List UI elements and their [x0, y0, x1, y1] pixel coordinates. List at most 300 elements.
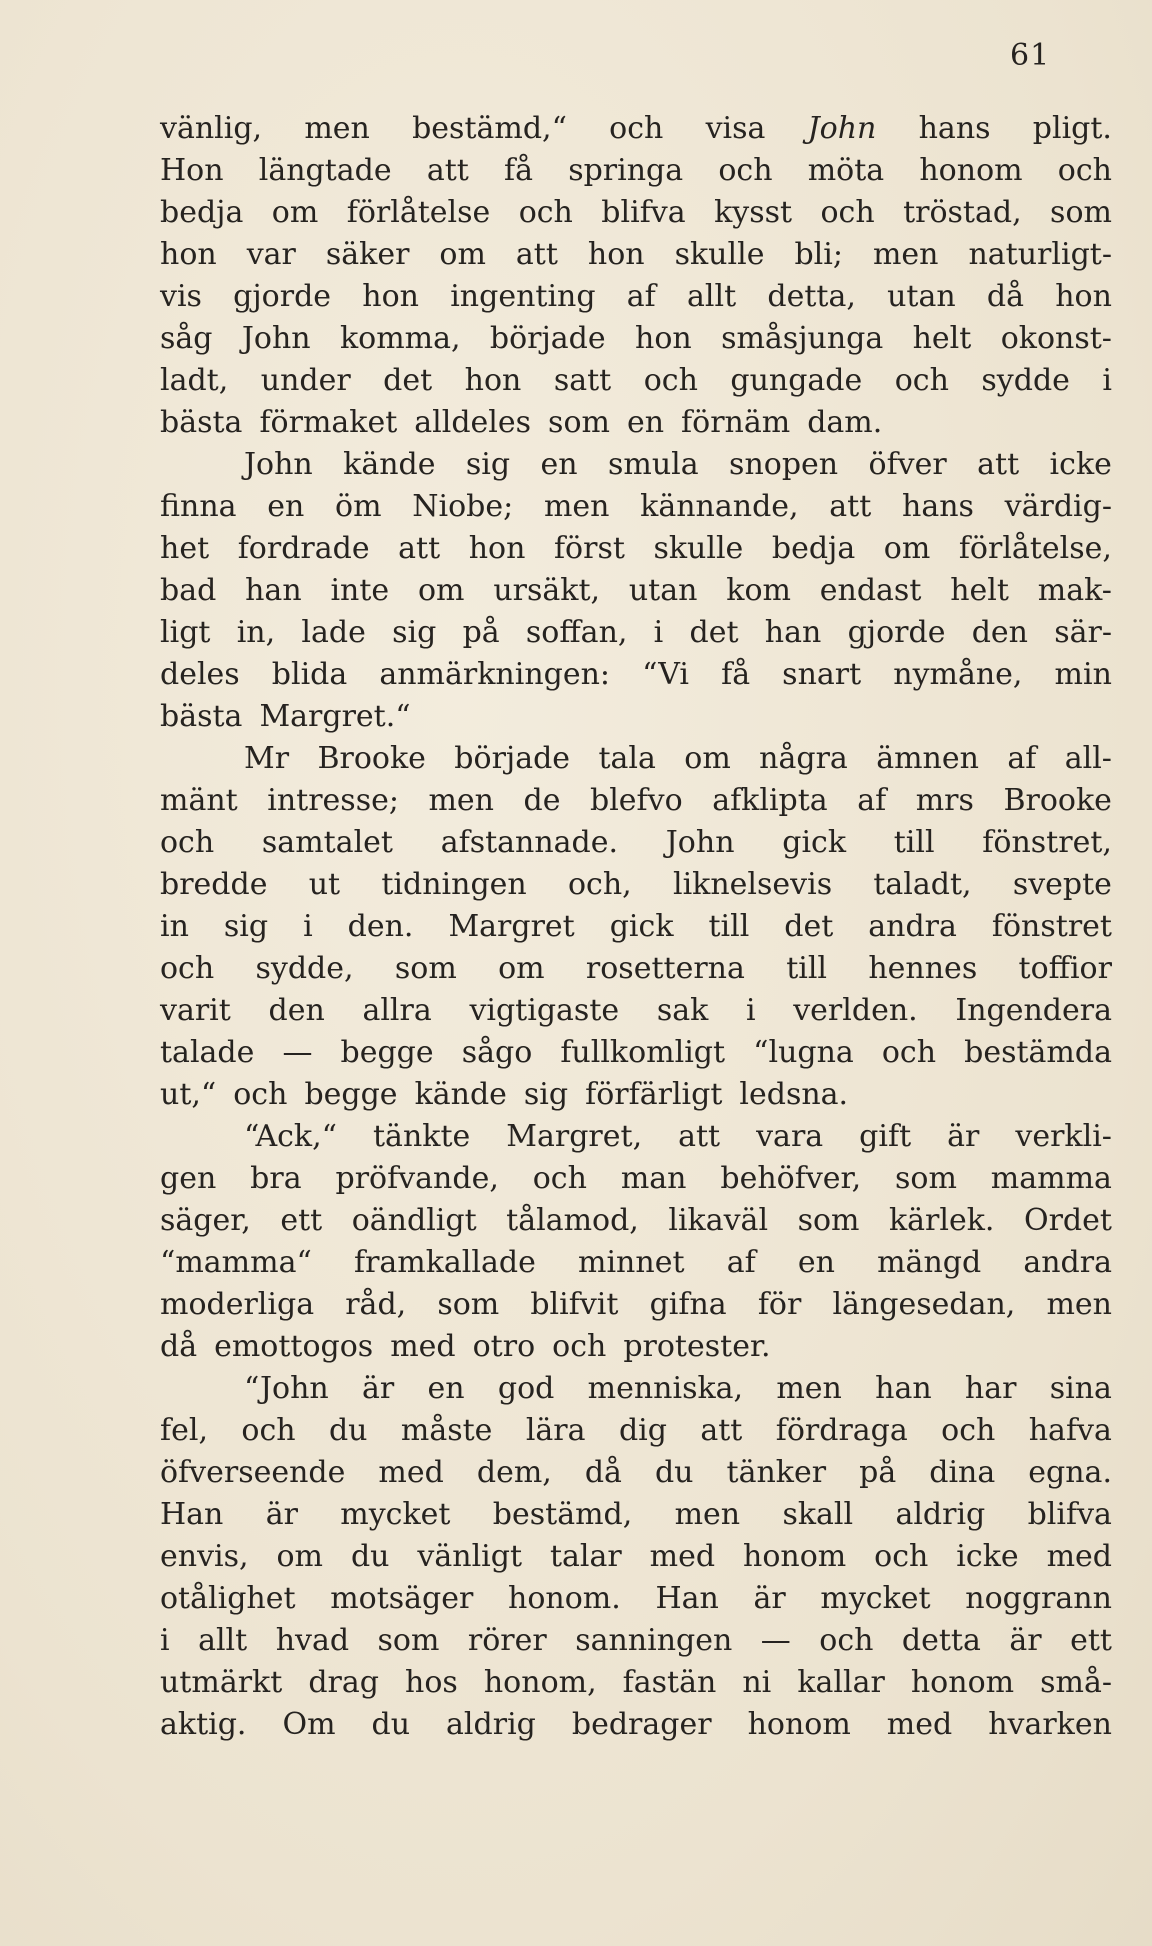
word: moderliga: [160, 1287, 315, 1322]
text-line: [160, 906, 1112, 948]
text-line: [160, 234, 1112, 276]
word: och: [874, 1539, 929, 1574]
word: otålighet: [160, 1581, 296, 1616]
word: finna: [160, 489, 237, 524]
word: om: [439, 237, 486, 272]
word: verkli-: [1015, 1119, 1112, 1154]
text-line: [160, 1578, 1112, 1620]
text-line: [160, 1452, 1112, 1494]
text-line: [160, 1158, 1112, 1200]
text-line: [160, 1494, 1112, 1536]
word: Han: [160, 1497, 224, 1532]
word: och: [518, 195, 573, 230]
word: bestämd,“: [412, 111, 567, 146]
word: deles: [160, 657, 240, 692]
text-line: [160, 108, 1112, 150]
word: otro: [472, 1329, 536, 1364]
word: andra: [1023, 1245, 1112, 1280]
word: ett: [1070, 1623, 1112, 1658]
word: men: [543, 489, 610, 524]
word: och: [820, 195, 875, 230]
word: icke: [956, 1539, 1019, 1574]
word: blefvo: [590, 783, 683, 818]
word: om: [883, 531, 931, 566]
word: är: [265, 1497, 298, 1532]
word: du: [371, 1707, 411, 1742]
word: bredde: [160, 867, 268, 902]
word: att: [678, 1119, 721, 1154]
word: icke: [1049, 447, 1112, 482]
word: mycket: [820, 1581, 931, 1616]
word: kände: [414, 1077, 507, 1112]
word: möta: [807, 153, 885, 188]
word: men: [776, 1371, 842, 1406]
word: och: [819, 1623, 874, 1658]
word: hennes: [868, 951, 978, 986]
word: honom,: [483, 1665, 597, 1700]
word: få: [504, 153, 534, 188]
word: började: [489, 321, 606, 356]
word: mängd: [877, 1245, 982, 1280]
word: med: [378, 1455, 444, 1490]
word: var: [246, 237, 296, 272]
word: men: [674, 1497, 741, 1532]
word: framkallade: [353, 1245, 536, 1280]
word: liknelsevis: [672, 867, 833, 902]
word: den.: [347, 909, 414, 944]
word: komma,: [339, 321, 461, 356]
word: som: [394, 951, 457, 986]
text-line: [160, 738, 1112, 780]
word: och: [1057, 153, 1112, 188]
word: bästa: [160, 405, 243, 440]
word: för: [757, 1287, 802, 1322]
word: en: [427, 1371, 465, 1406]
word: tålamod,: [506, 1203, 639, 1238]
word: en: [797, 1245, 835, 1280]
word: i: [160, 1623, 170, 1658]
word: detta: [901, 1623, 981, 1658]
word: hon: [160, 237, 217, 272]
word: ut,“: [160, 1077, 217, 1112]
word: soffan,: [525, 615, 628, 650]
word: ingenting: [450, 279, 596, 314]
word: springa: [568, 153, 684, 188]
word: och: [609, 111, 664, 146]
word: man: [620, 1161, 687, 1196]
word: anmärkningen:: [379, 657, 611, 692]
word: tänkte: [373, 1119, 471, 1154]
word: förlåtelse,: [958, 531, 1112, 566]
word: hon: [468, 531, 526, 566]
word: nymåne,: [893, 657, 1023, 692]
word: sydde,: [255, 951, 354, 986]
word: och: [233, 1077, 288, 1112]
text-line: [160, 402, 1112, 444]
word: honom: [910, 1665, 1015, 1700]
word: dina: [929, 1455, 996, 1490]
word: kännande,: [640, 489, 799, 524]
word: en: [267, 489, 305, 524]
word: god: [497, 1371, 555, 1406]
word: begge: [304, 1077, 398, 1112]
word: smula: [607, 447, 699, 482]
word: minnet: [578, 1245, 685, 1280]
word: likaväl: [668, 1203, 769, 1238]
word: af: [726, 1245, 756, 1280]
word: är: [1009, 1623, 1042, 1658]
word: började: [454, 741, 571, 776]
word: fördraga: [775, 1413, 908, 1448]
word: mamma: [990, 1161, 1112, 1196]
word: “Ack,“: [244, 1119, 337, 1154]
word: att: [829, 489, 872, 524]
word: förmaket: [259, 405, 398, 440]
word: om: [271, 195, 319, 230]
word: kysst: [714, 195, 793, 230]
word: fönstret: [991, 909, 1112, 944]
word: skulle: [674, 237, 765, 272]
word: —: [760, 1623, 791, 1658]
word: talade: [160, 1035, 255, 1070]
word: Hon: [160, 153, 224, 188]
word: i: [745, 993, 756, 1028]
word: kände: [343, 447, 436, 482]
word: skulle: [653, 531, 744, 566]
word: att: [515, 237, 558, 272]
word: lade: [301, 615, 366, 650]
text-line: [160, 1704, 1112, 1746]
word: i: [653, 615, 664, 650]
word: det: [383, 363, 433, 398]
word: John: [665, 825, 735, 860]
word: sanningen: [575, 1623, 733, 1658]
word: i: [1102, 363, 1112, 398]
word: blifva: [1027, 1497, 1112, 1532]
word: öfverseende: [160, 1455, 346, 1490]
word: in: [160, 909, 189, 944]
word: allra: [362, 993, 432, 1028]
word: den: [971, 615, 1028, 650]
word: sig: [223, 909, 269, 944]
word: en: [626, 405, 665, 440]
word: ursäkt,: [493, 573, 601, 608]
word: men: [428, 783, 494, 818]
word: pröfvande,: [335, 1161, 499, 1196]
word: Margret.“: [259, 699, 411, 734]
word: aldrig: [895, 1497, 986, 1532]
word: att: [977, 447, 1020, 482]
word: ett: [280, 1203, 323, 1238]
word: i: [303, 909, 313, 944]
word: förlåtelse: [346, 195, 491, 230]
word: behöfver,: [720, 1161, 862, 1196]
word: honom: [919, 153, 1023, 188]
word: honom: [747, 1707, 851, 1742]
word: snart: [782, 657, 862, 692]
word: drag: [308, 1665, 379, 1700]
word: endast: [819, 573, 922, 608]
word: är: [362, 1371, 395, 1406]
text-line: [160, 360, 1112, 402]
word: på: [859, 1455, 897, 1490]
word: toffior: [1018, 951, 1112, 986]
word: och: [160, 825, 215, 860]
text-line: [160, 1200, 1112, 1242]
text-line: [160, 150, 1112, 192]
word: till: [708, 909, 750, 944]
word: längesedan,: [832, 1287, 1016, 1322]
word: afstannade.: [440, 825, 619, 860]
word: öfver: [868, 447, 947, 482]
word: dig: [618, 1413, 667, 1448]
word: gen: [160, 1161, 217, 1196]
word: det: [689, 615, 739, 650]
word: lära: [525, 1413, 586, 1448]
word: honom: [743, 1539, 847, 1574]
word: du: [328, 1413, 368, 1448]
word: noggrann: [965, 1581, 1112, 1616]
word: ämnen: [876, 741, 979, 776]
text-line: [160, 1410, 1112, 1452]
word: —: [282, 1035, 313, 1070]
text-line: [160, 612, 1112, 654]
word: min: [1054, 657, 1112, 692]
text-line: [160, 486, 1112, 528]
word: till: [893, 825, 935, 860]
word: utan: [628, 573, 698, 608]
word: hafva: [1028, 1413, 1112, 1448]
word: af: [1007, 741, 1037, 776]
word: dem,: [476, 1455, 552, 1490]
word: fordrade: [237, 531, 370, 566]
word: “Vi: [642, 657, 690, 692]
word: bad: [160, 573, 217, 608]
word: gjorde: [847, 615, 946, 650]
word: Brooke: [1003, 783, 1112, 818]
text-line: [160, 864, 1112, 906]
word: intresse;: [267, 783, 399, 818]
word: sig: [465, 447, 511, 482]
word: fullkomligt: [560, 1035, 726, 1070]
word: mycket: [340, 1497, 451, 1532]
text-line: [160, 1326, 1112, 1368]
word: kom: [726, 573, 791, 608]
word: pligt.: [1032, 111, 1112, 146]
word: och,: [567, 867, 632, 902]
word: sig: [523, 1077, 569, 1112]
word: hon: [1055, 279, 1112, 314]
word: han: [875, 1371, 932, 1406]
word: säger,: [160, 1203, 251, 1238]
word: och: [241, 1413, 296, 1448]
word: fönstret,: [982, 825, 1112, 860]
word: då: [160, 1329, 198, 1364]
word: att: [398, 531, 441, 566]
word: som: [377, 1623, 440, 1658]
word: Margret,: [506, 1119, 643, 1154]
word: få: [721, 657, 751, 692]
text-line: [160, 528, 1112, 570]
word: och: [894, 363, 949, 398]
word: under: [260, 363, 351, 398]
word: Brooke: [317, 741, 426, 776]
word: okonst-: [1000, 321, 1112, 356]
word: har: [964, 1371, 1017, 1406]
word: detta,: [767, 279, 856, 314]
word: begge: [340, 1035, 434, 1070]
word: och: [532, 1161, 587, 1196]
word: och: [941, 1413, 996, 1448]
word: blifvit: [530, 1287, 619, 1322]
word: ligt: [160, 615, 211, 650]
word: hvad: [275, 1623, 350, 1658]
word: bra: [250, 1161, 302, 1196]
word: utan: [887, 279, 956, 314]
word: om: [276, 1539, 324, 1574]
word: ladt,: [160, 363, 229, 398]
word: de: [523, 783, 561, 818]
word: förfärligt: [585, 1077, 723, 1112]
word: då: [584, 1455, 622, 1490]
word: det: [784, 909, 834, 944]
word: att: [700, 1413, 743, 1448]
word: små-: [1040, 1665, 1112, 1700]
word: hon: [362, 279, 419, 314]
word: sydde: [981, 363, 1070, 398]
text-line: [160, 822, 1112, 864]
word: sig: [392, 615, 437, 650]
word: och: [718, 153, 773, 188]
word: sågo: [461, 1035, 533, 1070]
word: ledsna.: [739, 1077, 849, 1112]
word: om: [498, 951, 545, 986]
word: är: [753, 1581, 786, 1616]
word: protester.: [623, 1329, 771, 1364]
word: säker: [325, 237, 410, 272]
word: inte: [330, 573, 390, 608]
word: med: [1046, 1539, 1112, 1574]
word: Niobe;: [412, 489, 514, 524]
word: af: [857, 783, 887, 818]
text-line: [160, 444, 1112, 486]
word: han: [245, 573, 302, 608]
word: menniska,: [587, 1371, 744, 1406]
word: bedrager: [571, 1707, 712, 1742]
text-line: [160, 1242, 1112, 1284]
word: hos: [405, 1665, 458, 1700]
word: hon: [635, 321, 692, 356]
word: ni: [742, 1665, 772, 1700]
word: som: [437, 1287, 500, 1322]
word: han: [764, 615, 822, 650]
word: och: [643, 363, 698, 398]
word: blifva: [601, 195, 686, 230]
word: som: [548, 405, 610, 440]
text-line: [160, 1074, 1112, 1116]
word: bedja: [771, 531, 856, 566]
word: till: [786, 951, 828, 986]
word: rörer: [467, 1623, 547, 1658]
word: John: [807, 111, 877, 146]
word: du: [654, 1455, 694, 1490]
word: om: [684, 741, 731, 776]
word: öm: [335, 489, 382, 524]
word: honom.: [508, 1581, 621, 1616]
word: och: [881, 1035, 937, 1070]
text-line: [160, 570, 1112, 612]
word: dam.: [807, 405, 883, 440]
word: “John: [244, 1371, 329, 1406]
text-line: [160, 1368, 1112, 1410]
word: samtalet: [261, 825, 393, 860]
word: blida: [271, 657, 348, 692]
word: sär-: [1054, 615, 1112, 650]
word: då: [986, 279, 1024, 314]
word: allt: [198, 1623, 248, 1658]
text-line: [160, 318, 1112, 360]
word: envis,: [160, 1539, 249, 1574]
word: hon: [464, 363, 522, 398]
word: helt: [912, 321, 972, 356]
word: såg: [160, 321, 213, 356]
word: tidningen: [381, 867, 527, 902]
word: taladt,: [873, 867, 972, 902]
word: satt: [553, 363, 612, 398]
word: med: [390, 1329, 456, 1364]
word: hon: [587, 237, 645, 272]
word: vis: [160, 279, 202, 314]
word: några: [759, 741, 848, 776]
word: aktig.: [160, 1707, 247, 1742]
word: bestämd,: [492, 1497, 633, 1532]
word: som: [797, 1203, 860, 1238]
text-line: [160, 1116, 1112, 1158]
text-line: [160, 654, 1112, 696]
word: utmärkt: [160, 1665, 283, 1700]
word: emottogos: [214, 1329, 374, 1364]
word: svepte: [1012, 867, 1112, 902]
word: råd,: [345, 1287, 407, 1322]
word: förnäm: [681, 405, 791, 440]
word: Ingendera: [955, 993, 1112, 1028]
word: bestämda: [964, 1035, 1112, 1070]
word: kärlek.: [888, 1203, 995, 1238]
word: skall: [782, 1497, 854, 1532]
word: tänker: [726, 1455, 827, 1490]
word: varit: [160, 993, 231, 1028]
word: sak: [656, 993, 709, 1028]
word: med: [649, 1539, 716, 1574]
word: motsäger: [330, 1581, 474, 1616]
word: Margret: [448, 909, 575, 944]
word: Han: [655, 1581, 719, 1616]
word: all-: [1064, 741, 1112, 776]
word: hans: [918, 111, 991, 146]
word: värdig-: [1004, 489, 1112, 524]
word: snopen: [729, 447, 839, 482]
word: och: [160, 951, 215, 986]
text-line: [160, 276, 1112, 318]
word: ut: [308, 867, 341, 902]
word: som: [895, 1161, 957, 1196]
word: att: [426, 153, 469, 188]
word: gifna: [649, 1287, 727, 1322]
word: är: [947, 1119, 980, 1154]
word: vigtigaste: [469, 993, 620, 1028]
word: gick: [609, 909, 674, 944]
word: men: [1046, 1287, 1112, 1322]
